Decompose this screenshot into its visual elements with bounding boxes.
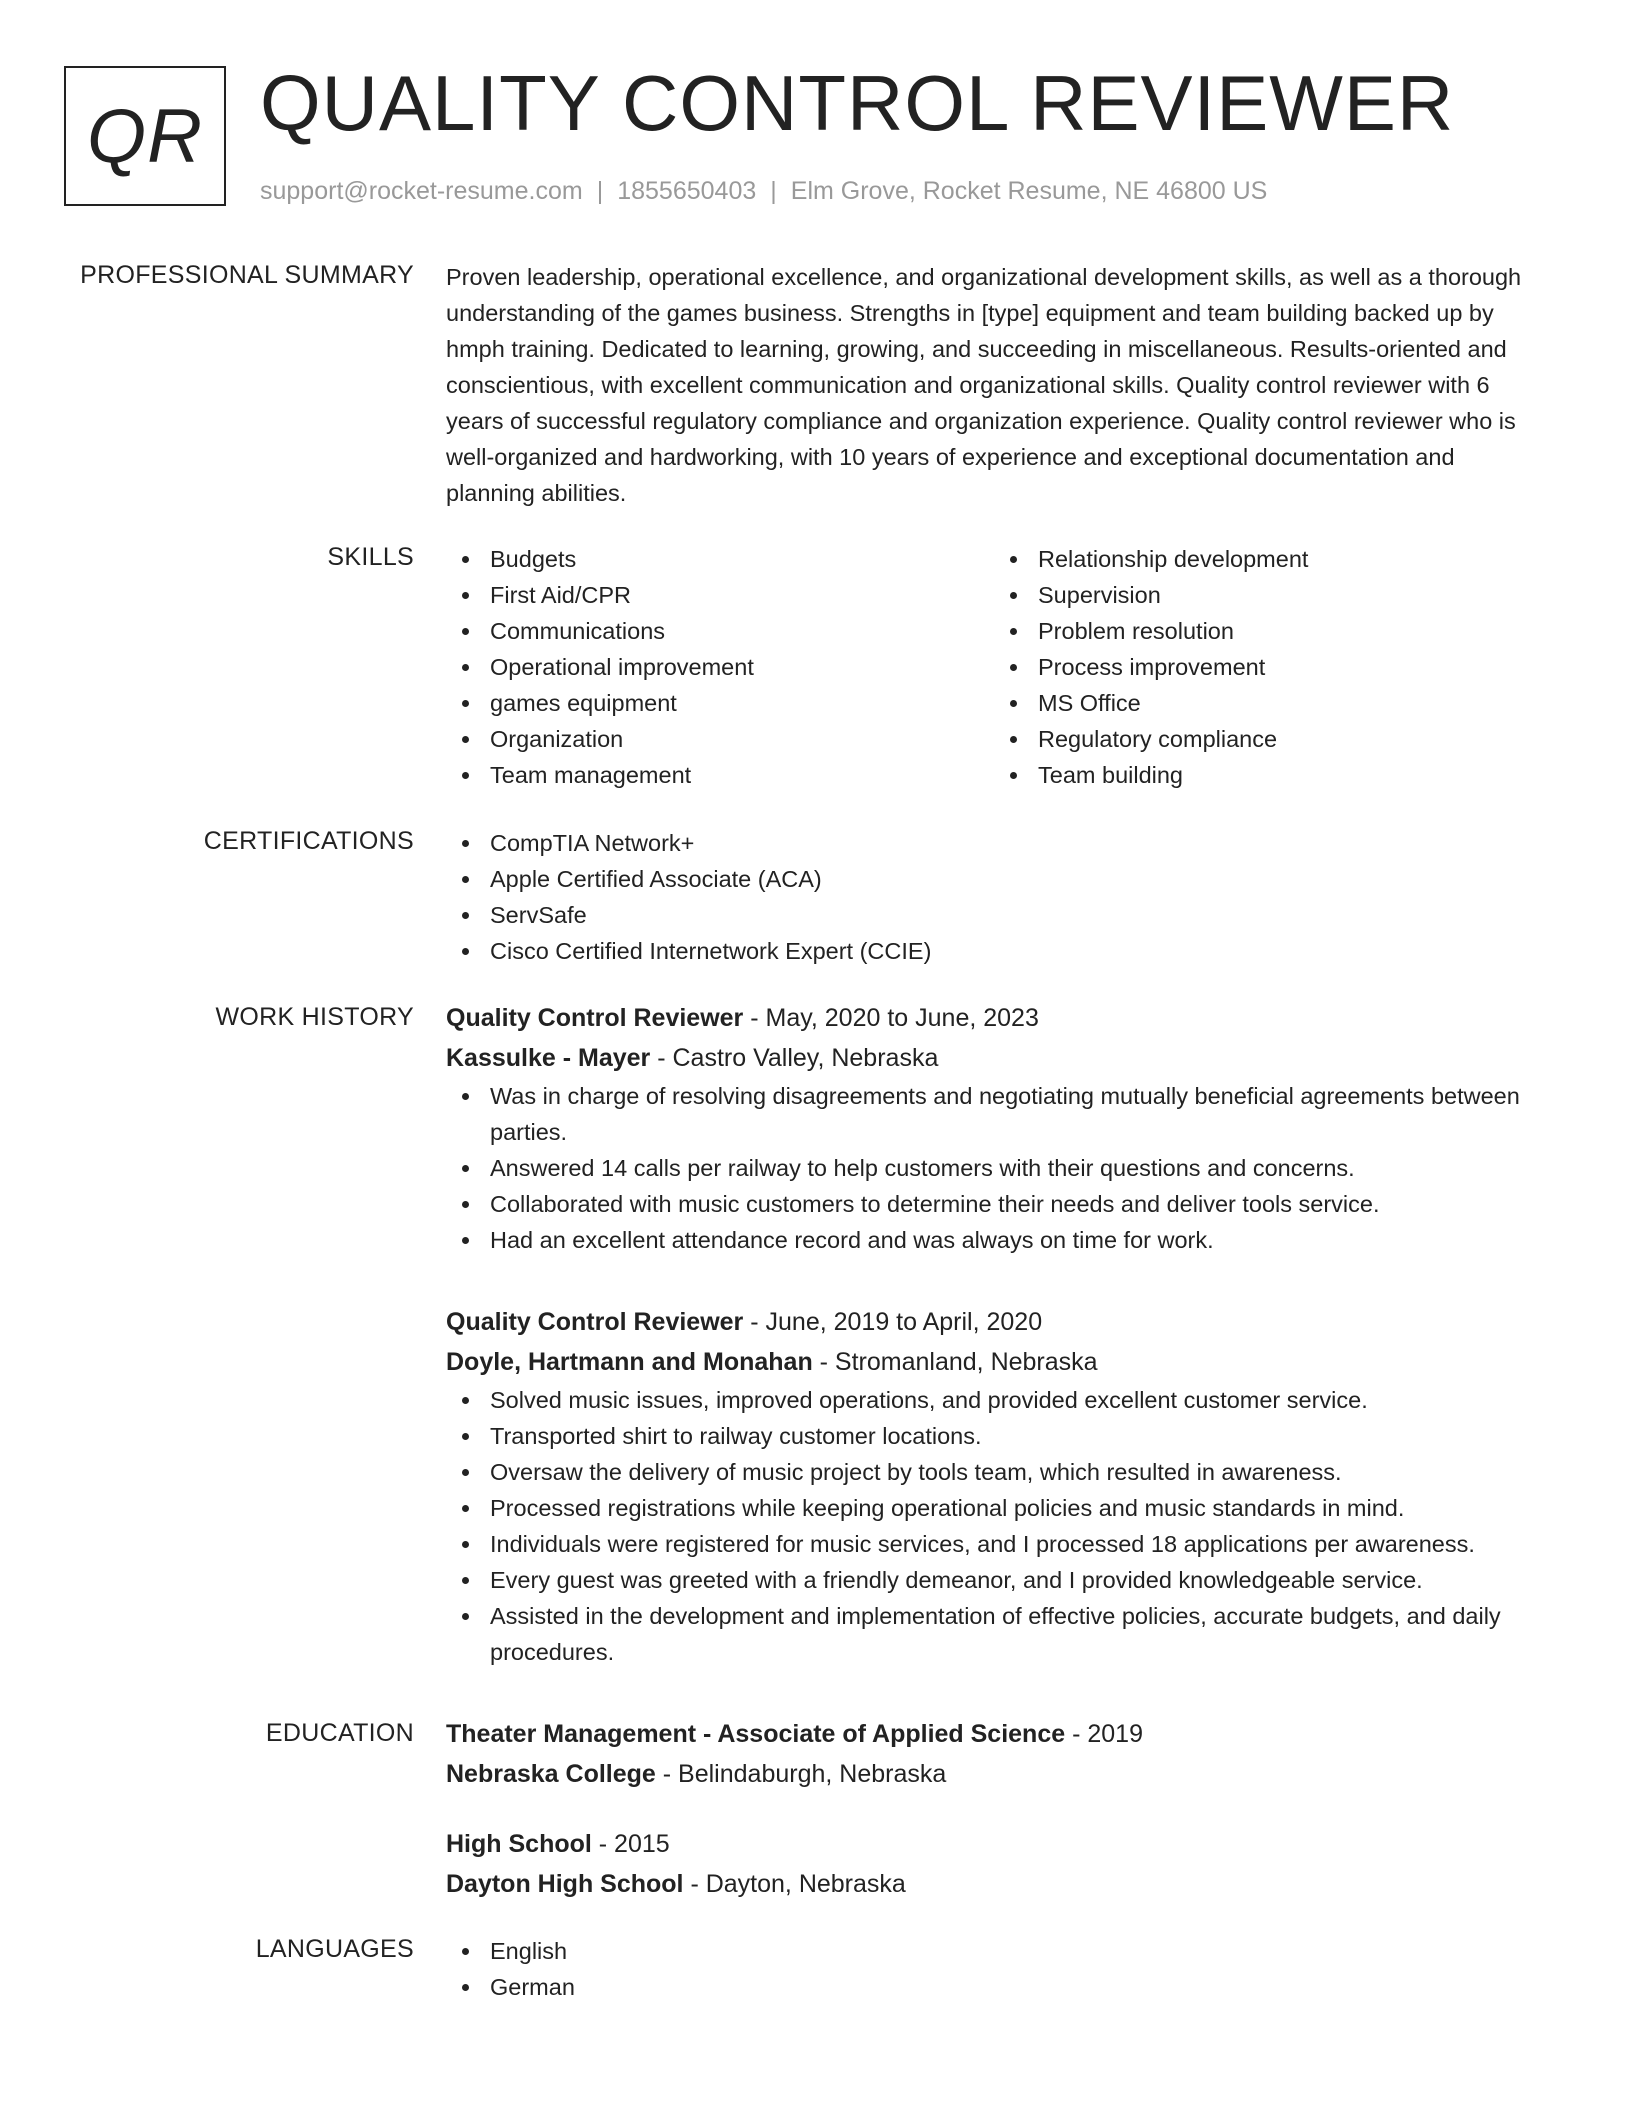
skill-item: games equipment [446, 685, 986, 721]
job-location: - Castro Valley, Nebraska [650, 1044, 939, 1072]
job-title: Quality Control Reviewer [446, 1004, 744, 1032]
job-bullet: Individuals were registered for music services, and I processed 18 applications per awareness. [446, 1526, 1546, 1562]
education-school: Dayton High School [446, 1870, 684, 1898]
candidate-name: QUALITY CONTROL REVIEWER [260, 59, 1455, 147]
skills-list-right [994, 541, 1534, 793]
skill-item: Team building [994, 757, 1534, 793]
contact-separator: | [770, 177, 777, 205]
job-location: - Stromanland, Nebraska [812, 1348, 1098, 1376]
job-bullet: Collaborated with music customers to determine their needs and deliver tools service. [446, 1186, 1546, 1222]
skill-item: Regulatory compliance [994, 721, 1534, 757]
education-year: - 2019 [1065, 1720, 1143, 1748]
contact-email[interactable]: support@rocket-resume.com [260, 177, 583, 205]
job-bullet: Oversaw the delivery of music project by tools team, which resulted in awareness. [446, 1454, 1546, 1490]
job-title-line [446, 1302, 1546, 1342]
certification-item: ServSafe [446, 897, 1546, 933]
skill-item: First Aid/CPR [446, 577, 986, 613]
summary-text: Proven leadership, operational excellence, and organizational development skills, as well as a thorough understanding of the games business. Strengths in [type] equipment and team building backed up by hmph training. Dedicated to learning, growing, and succeeding in miscellaneous. Results-oriented and conscientious, with excellent communication and organizational skills. Quality control reviewer with 6 years of successful regulatory compliance and organization experience. Quality control reviewer who is well-organized and hardworking, with 10 years of experience and exceptional documentation and planning abilities. [446, 264, 1522, 506]
education-heading: EDUCATION [265, 1719, 414, 1747]
job-bullet: Was in charge of resolving disagreements and negotiating mutually beneficial agreements between parties. [446, 1078, 1546, 1150]
skills-heading: SKILLS [327, 543, 414, 571]
education-degree: High School [446, 1830, 592, 1858]
monogram-logo: QR [64, 66, 226, 206]
job-bullet: Every guest was greeted with a friendly demeanor, and I provided knowledgeable service. [446, 1562, 1546, 1598]
skill-item: Team management [446, 757, 986, 793]
job-dates: - May, 2020 to June, 2023 [743, 1004, 1039, 1032]
languages-heading: LANGUAGES [255, 1935, 414, 1963]
contact-address: Elm Grove, Rocket Resume, NE 46800 US [790, 177, 1268, 205]
job-company-line [446, 1342, 1546, 1382]
education-year: - 2015 [591, 1830, 670, 1858]
education-degree-line [446, 1714, 1546, 1754]
language-item: German [446, 1969, 1546, 2005]
job-bullet: Answered 14 calls per railway to help customers with their questions and concerns. [446, 1150, 1546, 1186]
job-company-line [446, 1038, 1546, 1078]
job-bullets [446, 1382, 1546, 1670]
education-school: Nebraska College [446, 1760, 656, 1788]
job-company: Kassulke - Mayer [446, 1044, 651, 1072]
skill-item: Operational improvement [446, 649, 986, 685]
education-location: - Belindaburgh, Nebraska [655, 1760, 947, 1788]
certifications-list [446, 825, 1546, 969]
summary-heading: PROFESSIONAL SUMMARY [80, 261, 414, 289]
education-degree: Theater Management - Associate of Applied Science [446, 1720, 1066, 1748]
education-degree-line [446, 1824, 1546, 1864]
work-history-heading: WORK HISTORY [215, 1003, 414, 1031]
job-bullet: Transported shirt to railway customer locations. [446, 1418, 1546, 1454]
job-dates: - June, 2019 to April, 2020 [743, 1308, 1043, 1336]
skill-item: Relationship development [994, 541, 1534, 577]
skills-list-left [446, 541, 986, 793]
job-title-line [446, 998, 1546, 1038]
skill-item: Process improvement [994, 649, 1534, 685]
skill-item: Organization [446, 721, 986, 757]
education-location: - Dayton, Nebraska [683, 1870, 906, 1898]
job-bullets [446, 1078, 1546, 1258]
skill-item: Problem resolution [994, 613, 1534, 649]
education-entry [446, 1714, 1546, 1794]
job-bullet: Solved music issues, improved operations, and provided excellent customer service. [446, 1382, 1546, 1418]
skill-item: MS Office [994, 685, 1534, 721]
certification-item: Apple Certified Associate (ACA) [446, 861, 1546, 897]
education-school-line [446, 1754, 1546, 1794]
contact-line [260, 176, 1267, 206]
job-title: Quality Control Reviewer [446, 1308, 744, 1336]
job-entry [446, 1302, 1546, 1670]
job-bullet: Processed registrations while keeping operational policies and music standards in mind. [446, 1490, 1546, 1526]
job-company: Doyle, Hartmann and Monahan [446, 1348, 813, 1376]
certification-item: CompTIA Network+ [446, 825, 1546, 861]
skill-item: Budgets [446, 541, 986, 577]
education-school-line [446, 1864, 1546, 1904]
skill-item: Communications [446, 613, 986, 649]
contact-phone[interactable]: 1855650403 [617, 177, 757, 205]
job-bullet: Had an excellent attendance record and was always on time for work. [446, 1222, 1546, 1258]
skill-item: Supervision [994, 577, 1534, 613]
language-item: English [446, 1933, 1546, 1969]
job-bullet: Assisted in the development and implementation of effective policies, accurate budgets, and daily procedures. [446, 1598, 1546, 1670]
certifications-heading: CERTIFICATIONS [203, 827, 414, 855]
certification-item: Cisco Certified Internetwork Expert (CCIE) [446, 933, 1546, 969]
job-entry [446, 998, 1546, 1258]
languages-list [446, 1933, 1546, 2005]
education-entry [446, 1824, 1546, 1904]
contact-separator: | [596, 177, 604, 205]
